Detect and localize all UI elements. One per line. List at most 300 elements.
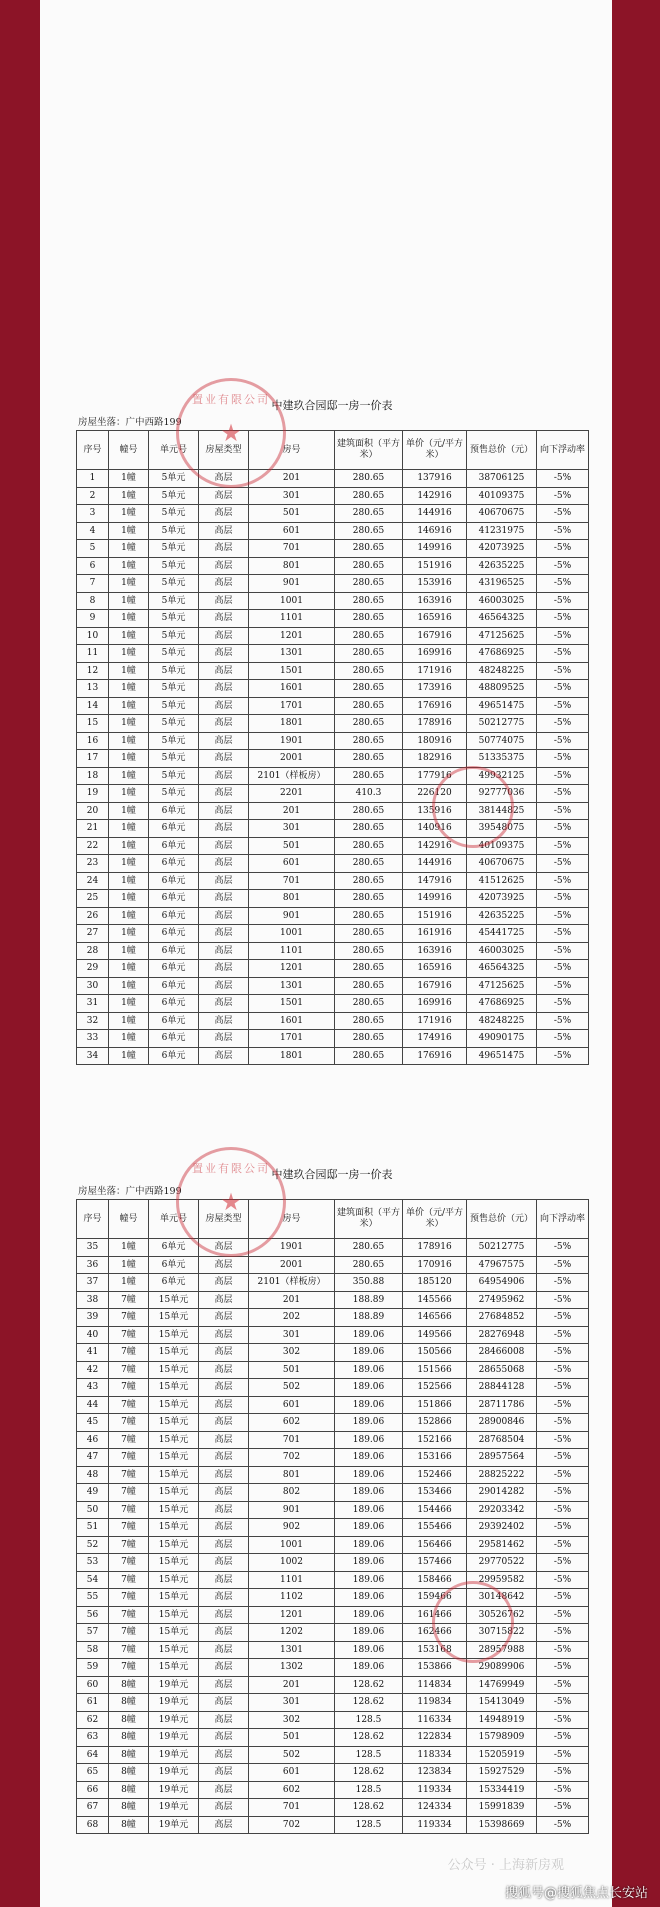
table-cell: 114834 — [403, 1676, 467, 1694]
table-cell: 1幢 — [109, 680, 149, 698]
table-cell: 280.65 — [335, 1239, 403, 1257]
table-cell: 19单元 — [149, 1781, 199, 1799]
table-cell: 高层 — [199, 1484, 249, 1502]
table-cell: 135916 — [403, 802, 467, 820]
table-cell: 49651475 — [467, 1047, 537, 1065]
table-cell: -5% — [537, 1519, 589, 1537]
table-cell: 高层 — [199, 1536, 249, 1554]
table-cell: 280.65 — [335, 487, 403, 505]
table-cell: -5% — [537, 1816, 589, 1834]
table-cell: 高层 — [199, 1781, 249, 1799]
table-cell: 高层 — [199, 837, 249, 855]
table-cell: 66 — [77, 1781, 109, 1799]
table-cell: 1202 — [249, 1624, 335, 1642]
table-cell: 8 — [77, 592, 109, 610]
table-cell: 173916 — [403, 680, 467, 698]
table-cell: 高层 — [199, 942, 249, 960]
table-cell: 15334419 — [467, 1781, 537, 1799]
table-cell: 150566 — [403, 1344, 467, 1362]
table-cell: 178916 — [403, 715, 467, 733]
table-cell: -5% — [537, 925, 589, 943]
table-cell: 171916 — [403, 662, 467, 680]
table-header-row — [77, 1200, 589, 1239]
table-row — [77, 662, 589, 680]
table-cell: 153168 — [403, 1641, 467, 1659]
seal-text: 置业有限公司 — [192, 393, 270, 406]
table-cell: 1301 — [249, 977, 335, 995]
column-header: 预售总价（元） — [467, 431, 537, 470]
table-cell: 159466 — [403, 1589, 467, 1607]
table-cell: 41512625 — [467, 872, 537, 890]
table-cell: 15单元 — [149, 1326, 199, 1344]
table-cell: 高层 — [199, 1012, 249, 1030]
table-cell: 502 — [249, 1746, 335, 1764]
table-row — [77, 1729, 589, 1747]
table-cell: 15单元 — [149, 1379, 199, 1397]
table-cell: 280.65 — [335, 697, 403, 715]
table-cell: 高层 — [199, 732, 249, 750]
table-cell: 高层 — [199, 1396, 249, 1414]
table-cell: 601 — [249, 1396, 335, 1414]
table-cell: 702 — [249, 1816, 335, 1834]
table-cell: 301 — [249, 820, 335, 838]
table-cell: -5% — [537, 470, 589, 488]
table-cell: 1幢 — [109, 645, 149, 663]
table-cell: -5% — [537, 1379, 589, 1397]
table-cell: 501 — [249, 1729, 335, 1747]
table-cell: 8幢 — [109, 1816, 149, 1834]
table-cell: 15991839 — [467, 1799, 537, 1817]
table-cell: 55 — [77, 1589, 109, 1607]
table-row — [77, 487, 589, 505]
table-cell: 180916 — [403, 732, 467, 750]
table-cell: 29089906 — [467, 1659, 537, 1677]
table-cell: 6单元 — [149, 960, 199, 978]
table-cell: 5 — [77, 540, 109, 558]
table-cell: -5% — [537, 960, 589, 978]
table-cell: 42635225 — [467, 907, 537, 925]
table-cell: 1002 — [249, 1554, 335, 1572]
table-cell: 6单元 — [149, 855, 199, 873]
table-cell: 8幢 — [109, 1711, 149, 1729]
table-cell: 6单元 — [149, 1047, 199, 1065]
table-cell: 3 — [77, 505, 109, 523]
table-cell: 1101 — [249, 610, 335, 628]
table-cell: 280.65 — [335, 820, 403, 838]
table-cell: 1001 — [249, 925, 335, 943]
table-cell: 20 — [77, 802, 109, 820]
table-cell: -5% — [537, 697, 589, 715]
table-row — [77, 1589, 589, 1607]
table-cell: -5% — [537, 1361, 589, 1379]
table-row — [77, 977, 589, 995]
table-cell: 44 — [77, 1396, 109, 1414]
table-cell: 189.06 — [335, 1519, 403, 1537]
table-cell: 1幢 — [109, 837, 149, 855]
table-cell: 15单元 — [149, 1536, 199, 1554]
table-cell: 29770522 — [467, 1554, 537, 1572]
table-cell: 801 — [249, 1466, 335, 1484]
table-cell: 高层 — [199, 697, 249, 715]
table-row — [77, 1799, 589, 1817]
table-cell: 280.65 — [335, 767, 403, 785]
table-cell: 高层 — [199, 1466, 249, 1484]
table-cell: 8幢 — [109, 1764, 149, 1782]
table-cell: -5% — [537, 837, 589, 855]
table-cell: 189.06 — [335, 1431, 403, 1449]
table-cell: 149916 — [403, 890, 467, 908]
table-cell: 6单元 — [149, 977, 199, 995]
table-cell: 38 — [77, 1291, 109, 1309]
table-cell: 高层 — [199, 1379, 249, 1397]
table-cell: 182916 — [403, 750, 467, 768]
table-cell: 201 — [249, 1291, 335, 1309]
table-row — [77, 837, 589, 855]
watermark: 公众号 · 上海新房观 — [447, 1858, 564, 1873]
table-cell: 1幢 — [109, 977, 149, 995]
table-cell: 42073925 — [467, 890, 537, 908]
column-header: 序号 — [77, 1200, 109, 1239]
table-cell: 701 — [249, 540, 335, 558]
table-cell: 高层 — [199, 1344, 249, 1362]
table-cell: -5% — [537, 627, 589, 645]
table-cell: 189.06 — [335, 1379, 403, 1397]
column-header: 单价（元/平方米） — [403, 1200, 467, 1239]
table-cell: -5% — [537, 1641, 589, 1659]
table-cell: 高层 — [199, 680, 249, 698]
table-row — [77, 1536, 589, 1554]
table-cell: 1幢 — [109, 715, 149, 733]
table-cell: 41 — [77, 1344, 109, 1362]
table-row — [77, 1694, 589, 1712]
table-cell: 118334 — [403, 1746, 467, 1764]
table-cell: 15398669 — [467, 1816, 537, 1834]
table-cell: -5% — [537, 1047, 589, 1065]
table-row — [77, 1344, 589, 1362]
table-cell: 189.06 — [335, 1344, 403, 1362]
table-cell: 802 — [249, 1484, 335, 1502]
table-cell: 128.62 — [335, 1799, 403, 1817]
table-cell: 280.65 — [335, 1047, 403, 1065]
document-page — [40, 0, 612, 1907]
table-cell: 1幢 — [109, 802, 149, 820]
table-cell: 67 — [77, 1799, 109, 1817]
table-cell: 高层 — [199, 1571, 249, 1589]
table-cell: 7幢 — [109, 1554, 149, 1572]
table-cell: 30 — [77, 977, 109, 995]
table-cell: 15单元 — [149, 1484, 199, 1502]
table-cell: 6单元 — [149, 1239, 199, 1257]
table-cell: 5单元 — [149, 645, 199, 663]
table-cell: 5单元 — [149, 505, 199, 523]
table-cell: 9 — [77, 610, 109, 628]
table-cell: 28957564 — [467, 1449, 537, 1467]
table-row — [77, 1012, 589, 1030]
table-cell: 高层 — [199, 1047, 249, 1065]
table-row — [77, 1431, 589, 1449]
table-cell: 28276948 — [467, 1326, 537, 1344]
table-cell: 350.88 — [335, 1274, 403, 1292]
table-cell: 7幢 — [109, 1466, 149, 1484]
table-cell: 189.06 — [335, 1414, 403, 1432]
table-cell: 152466 — [403, 1466, 467, 1484]
table-cell: 27 — [77, 925, 109, 943]
table-cell: 5单元 — [149, 697, 199, 715]
table-cell: 高层 — [199, 1711, 249, 1729]
table-cell: 5单元 — [149, 557, 199, 575]
table-cell: 149566 — [403, 1326, 467, 1344]
column-header: 幢号 — [109, 1200, 149, 1239]
table-cell: 33 — [77, 1030, 109, 1048]
table-cell: 7幢 — [109, 1501, 149, 1519]
table-cell: 137916 — [403, 470, 467, 488]
table-row — [77, 1781, 589, 1799]
table-cell: 高层 — [199, 1309, 249, 1327]
table-cell: 52 — [77, 1536, 109, 1554]
table-cell: 高层 — [199, 1746, 249, 1764]
table-cell: 128.5 — [335, 1816, 403, 1834]
table-cell: 158466 — [403, 1571, 467, 1589]
table-cell: 28957988 — [467, 1641, 537, 1659]
table-cell: 高层 — [199, 470, 249, 488]
price-sheet-2 — [76, 1162, 588, 1834]
table-cell: 5单元 — [149, 610, 199, 628]
table-cell: 高层 — [199, 872, 249, 890]
table-cell: 142916 — [403, 487, 467, 505]
table-cell: 23 — [77, 855, 109, 873]
table-cell: 19单元 — [149, 1729, 199, 1747]
table-cell: 1601 — [249, 1012, 335, 1030]
table-cell: 24 — [77, 872, 109, 890]
table-cell: 47967575 — [467, 1256, 537, 1274]
table-cell: 1幢 — [109, 750, 149, 768]
table-cell: 176916 — [403, 1047, 467, 1065]
price-table — [76, 1199, 589, 1834]
table-cell: 189.06 — [335, 1484, 403, 1502]
table-cell: -5% — [537, 995, 589, 1013]
table-cell: -5% — [537, 855, 589, 873]
table-cell: -5% — [537, 767, 589, 785]
table-cell: 1幢 — [109, 1239, 149, 1257]
table-cell: 50 — [77, 1501, 109, 1519]
table-cell: 40 — [77, 1326, 109, 1344]
table-cell: 6单元 — [149, 1274, 199, 1292]
table-cell: 161916 — [403, 925, 467, 943]
seal-star-icon: ★ — [220, 1188, 242, 1216]
table-cell: 19单元 — [149, 1746, 199, 1764]
table-cell: 高层 — [199, 1764, 249, 1782]
table-cell: 39 — [77, 1309, 109, 1327]
table-cell: 6单元 — [149, 1256, 199, 1274]
table-cell: 15单元 — [149, 1396, 199, 1414]
table-row — [77, 1484, 589, 1502]
table-cell: 7幢 — [109, 1624, 149, 1642]
table-cell: 高层 — [199, 1256, 249, 1274]
table-cell: 25 — [77, 890, 109, 908]
table-cell: -5% — [537, 1676, 589, 1694]
table-cell: 167916 — [403, 627, 467, 645]
table-cell: 高层 — [199, 1414, 249, 1432]
table-cell: 15单元 — [149, 1361, 199, 1379]
table-cell: 46564325 — [467, 960, 537, 978]
column-header: 房屋类型 — [199, 431, 249, 470]
table-cell: 145566 — [403, 1291, 467, 1309]
table-cell: 163916 — [403, 592, 467, 610]
table-cell: 40670675 — [467, 855, 537, 873]
table-cell: 1001 — [249, 1536, 335, 1554]
table-cell: 15798909 — [467, 1729, 537, 1747]
table-cell: 2001 — [249, 750, 335, 768]
table-cell: 5单元 — [149, 680, 199, 698]
table-row — [77, 1361, 589, 1379]
table-cell: 128.5 — [335, 1781, 403, 1799]
footer-credit: 搜狐号@搜狐焦点长安站 — [504, 1886, 648, 1901]
table-cell: 高层 — [199, 662, 249, 680]
table-cell: 147916 — [403, 872, 467, 890]
table-cell: 280.65 — [335, 522, 403, 540]
table-cell: 301 — [249, 487, 335, 505]
table-cell: 15单元 — [149, 1344, 199, 1362]
table-cell: 40109375 — [467, 487, 537, 505]
table-row — [77, 1414, 589, 1432]
table-row — [77, 557, 589, 575]
table-cell: 144916 — [403, 855, 467, 873]
table-cell: 15单元 — [149, 1519, 199, 1537]
table-cell: 157466 — [403, 1554, 467, 1572]
price-table — [76, 430, 589, 1065]
table-cell: 280.65 — [335, 470, 403, 488]
table-cell: 177916 — [403, 767, 467, 785]
table-cell: 29392402 — [467, 1519, 537, 1537]
table-cell: 49 — [77, 1484, 109, 1502]
table-cell: 7幢 — [109, 1291, 149, 1309]
table-cell: -5% — [537, 1571, 589, 1589]
table-cell: 302 — [249, 1711, 335, 1729]
table-cell: 高层 — [199, 557, 249, 575]
table-cell: 高层 — [199, 610, 249, 628]
table-cell: -5% — [537, 1746, 589, 1764]
table-cell: 149916 — [403, 540, 467, 558]
table-cell: 42 — [77, 1361, 109, 1379]
table-cell: 6单元 — [149, 837, 199, 855]
table-cell: 29014282 — [467, 1484, 537, 1502]
table-cell: 5单元 — [149, 522, 199, 540]
table-row — [77, 802, 589, 820]
table-cell: 1幢 — [109, 470, 149, 488]
table-cell: 7幢 — [109, 1326, 149, 1344]
table-row — [77, 1047, 589, 1065]
table-cell: 280.65 — [335, 837, 403, 855]
table-row — [77, 1519, 589, 1537]
table-cell: 63 — [77, 1729, 109, 1747]
table-cell: 5单元 — [149, 627, 199, 645]
table-cell: 5单元 — [149, 662, 199, 680]
table-cell: -5% — [537, 1256, 589, 1274]
table-cell: 15单元 — [149, 1571, 199, 1589]
table-cell: 2 — [77, 487, 109, 505]
table-cell: 高层 — [199, 977, 249, 995]
table-cell: -5% — [537, 1309, 589, 1327]
table-cell: 1幢 — [109, 575, 149, 593]
table-row — [77, 767, 589, 785]
table-cell: 高层 — [199, 820, 249, 838]
table-cell: 47 — [77, 1449, 109, 1467]
table-cell: 1201 — [249, 960, 335, 978]
table-cell: 8幢 — [109, 1729, 149, 1747]
table-cell: -5% — [537, 1764, 589, 1782]
table-cell: 146916 — [403, 522, 467, 540]
table-cell: 174916 — [403, 1030, 467, 1048]
table-cell: 高层 — [199, 960, 249, 978]
table-cell: 6单元 — [149, 1012, 199, 1030]
table-cell: 高层 — [199, 505, 249, 523]
table-row — [77, 1291, 589, 1309]
table-cell: -5% — [537, 890, 589, 908]
table-cell: 15单元 — [149, 1624, 199, 1642]
table-cell: 151866 — [403, 1396, 467, 1414]
table-cell: 高层 — [199, 1554, 249, 1572]
table-cell: 47686925 — [467, 995, 537, 1013]
table-cell: 153466 — [403, 1484, 467, 1502]
table-cell: 142916 — [403, 837, 467, 855]
table-cell: -5% — [537, 802, 589, 820]
table-cell: 高层 — [199, 1694, 249, 1712]
table-cell: 54 — [77, 1571, 109, 1589]
column-header: 向下浮动率 — [537, 431, 589, 470]
table-row — [77, 1571, 589, 1589]
table-row — [77, 1239, 589, 1257]
table-cell: 高层 — [199, 522, 249, 540]
table-cell: 64954906 — [467, 1274, 537, 1292]
table-cell: 152166 — [403, 1431, 467, 1449]
table-cell: 5单元 — [149, 540, 199, 558]
table-cell: 280.65 — [335, 575, 403, 593]
table-row — [77, 1711, 589, 1729]
table-cell: 201 — [249, 470, 335, 488]
table-cell: 5单元 — [149, 592, 199, 610]
table-cell: 501 — [249, 837, 335, 855]
table-cell: 高层 — [199, 1799, 249, 1817]
table-cell: 13 — [77, 680, 109, 698]
table-cell: 1幢 — [109, 942, 149, 960]
table-cell: 32 — [77, 1012, 109, 1030]
table-cell: -5% — [537, 1781, 589, 1799]
table-cell: 6单元 — [149, 907, 199, 925]
table-cell: 1 — [77, 470, 109, 488]
table-cell: 1701 — [249, 697, 335, 715]
table-cell: 189.06 — [335, 1606, 403, 1624]
column-header: 房号 — [249, 1200, 335, 1239]
table-cell: 189.06 — [335, 1326, 403, 1344]
table-cell: 901 — [249, 575, 335, 593]
table-cell: 1幢 — [109, 487, 149, 505]
table-cell: 高层 — [199, 1501, 249, 1519]
table-cell: 1幢 — [109, 610, 149, 628]
table-cell: 19单元 — [149, 1694, 199, 1712]
table-row — [77, 855, 589, 873]
table-cell: 37 — [77, 1274, 109, 1292]
table-cell: 1幢 — [109, 540, 149, 558]
table-cell: 高层 — [199, 487, 249, 505]
table-cell: 156466 — [403, 1536, 467, 1554]
table-cell: -5% — [537, 557, 589, 575]
table-cell: 16 — [77, 732, 109, 750]
table-cell: 119334 — [403, 1781, 467, 1799]
table-cell: 4 — [77, 522, 109, 540]
table-cell: -5% — [537, 715, 589, 733]
table-cell: 280.65 — [335, 592, 403, 610]
table-cell: 高层 — [199, 1729, 249, 1747]
